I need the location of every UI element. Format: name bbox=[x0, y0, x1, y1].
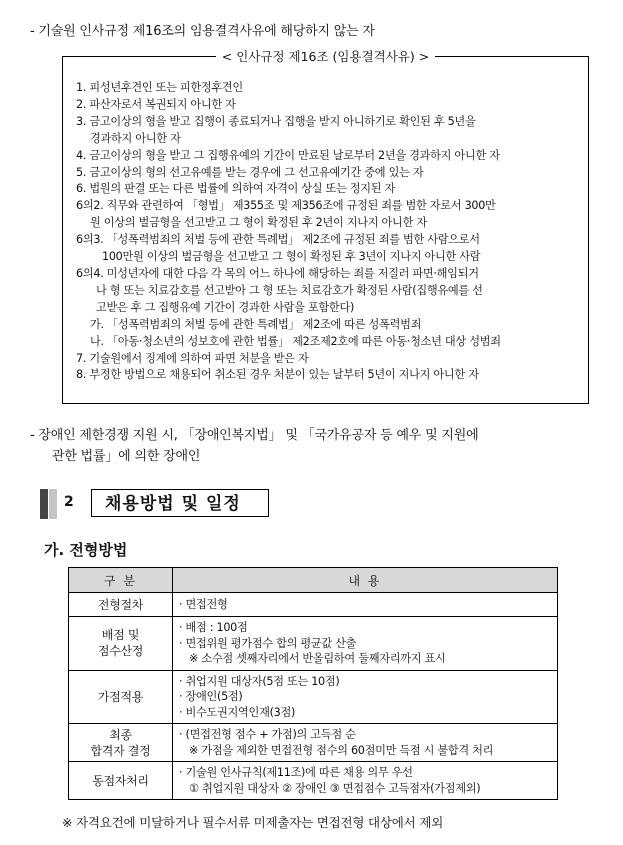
row-category bbox=[69, 762, 173, 800]
row-content bbox=[173, 724, 558, 762]
disqualification-item: 4. 금고이상의 형을 받고 그 집행유예의 기간이 만료된 날로부터 2년을 경과하지 아니한 자 bbox=[76, 148, 500, 162]
row-content-line: · 면접전형 bbox=[179, 597, 228, 611]
table-row bbox=[69, 724, 558, 762]
section-marker-dark bbox=[40, 489, 48, 519]
header-category: 구 분 bbox=[69, 568, 173, 593]
disqualification-item: 고받은 후 그 집행유예 기간이 경과한 사람을 포함한다) bbox=[96, 300, 355, 314]
subsection-title: 가. 전형방법 bbox=[44, 541, 128, 559]
row-content-line: · 장애인(5점) bbox=[179, 690, 243, 703]
row-content-line: · 기술원 인사규칙(제11조)에 따른 채용 의무 우선 bbox=[179, 766, 413, 779]
row-content-line: ① 취업지원 대상자 ② 장애인 ③ 면접점수 고득점자(가점제외) bbox=[189, 781, 481, 795]
row-content bbox=[173, 762, 558, 800]
disqualification-item: 6의3. 「성폭력범죄의 처벌 등에 관한 특례법」 제2조에 규정된 죄를 범한 사람으로서 bbox=[76, 233, 480, 247]
row-content bbox=[173, 617, 558, 671]
row-content-line: · (면접전형 점수 + 가점)의 고득점 순 bbox=[179, 728, 356, 741]
section-title: 채용방법 및 일정 bbox=[91, 489, 269, 517]
row-category-line: 배점 및 bbox=[101, 628, 140, 643]
exclusion-note: ※ 자격요건에 미달하거나 필수서류 미제출자는 면접전형 대상에서 제외 bbox=[62, 815, 444, 830]
row-category-line: 합격자 결정 bbox=[90, 743, 151, 758]
row-category-line: 동점자처리 bbox=[92, 773, 149, 788]
table-header-row bbox=[69, 568, 558, 593]
row-content bbox=[173, 593, 558, 617]
row-category-line: 점수산정 bbox=[97, 644, 144, 659]
disqualification-item: 8. 부정한 방법으로 채용되어 취소된 경우 처분이 있는 날부터 5년이 지나지 아니한 자 bbox=[76, 368, 479, 382]
disqualification-item: 1. 피성년후견인 또는 피한정후견인 bbox=[76, 81, 243, 94]
disability-line-part2: 관한 법률」에 의한 장애인 bbox=[52, 449, 201, 464]
table-row bbox=[69, 593, 558, 617]
disqualification-item: 6. 법원의 판결 또는 다른 법률에 의하여 자격이 상실 또는 정지된 자 bbox=[76, 182, 396, 196]
row-content-line: ※ 가점을 제외한 면접전형 점수의 60점미만 득점 시 불합격 처리 bbox=[189, 743, 494, 757]
disqualification-item: 나 형 또는 치료감호를 선고받아 그 형 또는 치료감호가 확정된 사람(집행유예를 선 bbox=[96, 283, 483, 297]
disqualification-list bbox=[76, 80, 581, 384]
header-content: 내 용 bbox=[173, 568, 558, 593]
disqualification-item: 가. 「성폭력범죄의 처벌 등에 관한 특례법」 제2조에 따른 성폭력범죄 bbox=[90, 317, 422, 331]
section-number: 2 bbox=[64, 494, 74, 510]
disqualification-item: 2. 파산자로서 복권되지 아니한 자 bbox=[76, 97, 236, 111]
disqualification-item: 6의4. 미성년자에 대한 다음 각 목의 어느 하나에 해당하는 죄를 저질러 파면·해임되거 bbox=[76, 266, 479, 280]
row-content-line: · 취업지원 대상자(5점 또는 10점) bbox=[179, 674, 340, 688]
disqualification-item: 나. 「아동·청소년의 성보호에 관한 법률」 제2조제2호에 따른 아동·청소년 대상 성범죄 bbox=[90, 334, 501, 348]
disqualification-box-title: < 인사규정 제16조 (임용결격사유) > bbox=[62, 47, 589, 65]
table-row bbox=[69, 762, 558, 800]
row-content-line: · 비수도권지역인재(3점) bbox=[179, 705, 296, 719]
row-content-line: ※ 소수점 셋째자리에서 반올림하여 둘째자리까지 표시 bbox=[189, 652, 446, 665]
selection-method-table bbox=[68, 567, 558, 800]
row-category-line: 전형절차 bbox=[97, 597, 144, 612]
row-category bbox=[69, 593, 173, 617]
table-row bbox=[69, 617, 558, 671]
disqualification-item: 3. 금고이상의 형을 받고 집행이 종료되거나 집행을 받지 아니하기로 확인된 후 5년을 bbox=[76, 114, 476, 128]
row-content-line: · 면접위원 평가점수 합의 평균값 산출 bbox=[179, 636, 357, 650]
disability-line-part1: - 장애인 제한경쟁 지원 시, 「장애인복지법」 및 「국가유공자 등 예우 및 지원에 bbox=[30, 428, 479, 443]
disqualification-item: 5. 금고이상의 형의 선고유예를 받는 경우에 그 선고유예기간 중에 있는 자 bbox=[76, 165, 424, 179]
table-row bbox=[69, 670, 558, 724]
section-marker-light bbox=[49, 489, 57, 519]
disability-eligibility-line bbox=[30, 425, 590, 467]
disqualification-item: 경과하지 아니한 자 bbox=[90, 131, 181, 145]
disqualification-item: 100만원 이상의 벌금형을 선고받고 그 형이 확정된 후 3년이 지나지 아니한 사람 bbox=[102, 250, 481, 264]
disqualification-item: 7. 기술원에서 징계에 의하여 파면 처분을 받은 자 bbox=[76, 351, 309, 365]
row-category bbox=[69, 670, 173, 724]
eligibility-intro-line: - 기술원 인사규정 제16조의 임용결격사유에 해당하지 않는 자 bbox=[30, 24, 375, 39]
disqualification-box bbox=[62, 46, 589, 404]
row-category bbox=[69, 617, 173, 671]
disqualification-item: 원 이상의 벌금형을 선고받고 그 형이 확정된 후 2년이 지나지 아니한 자 bbox=[90, 216, 427, 230]
row-content-line: · 배점 : 100점 bbox=[179, 621, 248, 634]
row-category-line: 가점적용 bbox=[97, 689, 144, 704]
row-category bbox=[69, 724, 173, 762]
disqualification-item: 6의2. 직무와 관련하여 「형법」 제355조 및 제356조에 규정된 죄를 범한 자로서 300만 bbox=[76, 199, 496, 213]
row-content bbox=[173, 670, 558, 724]
row-category-line: 최종 bbox=[109, 727, 132, 742]
